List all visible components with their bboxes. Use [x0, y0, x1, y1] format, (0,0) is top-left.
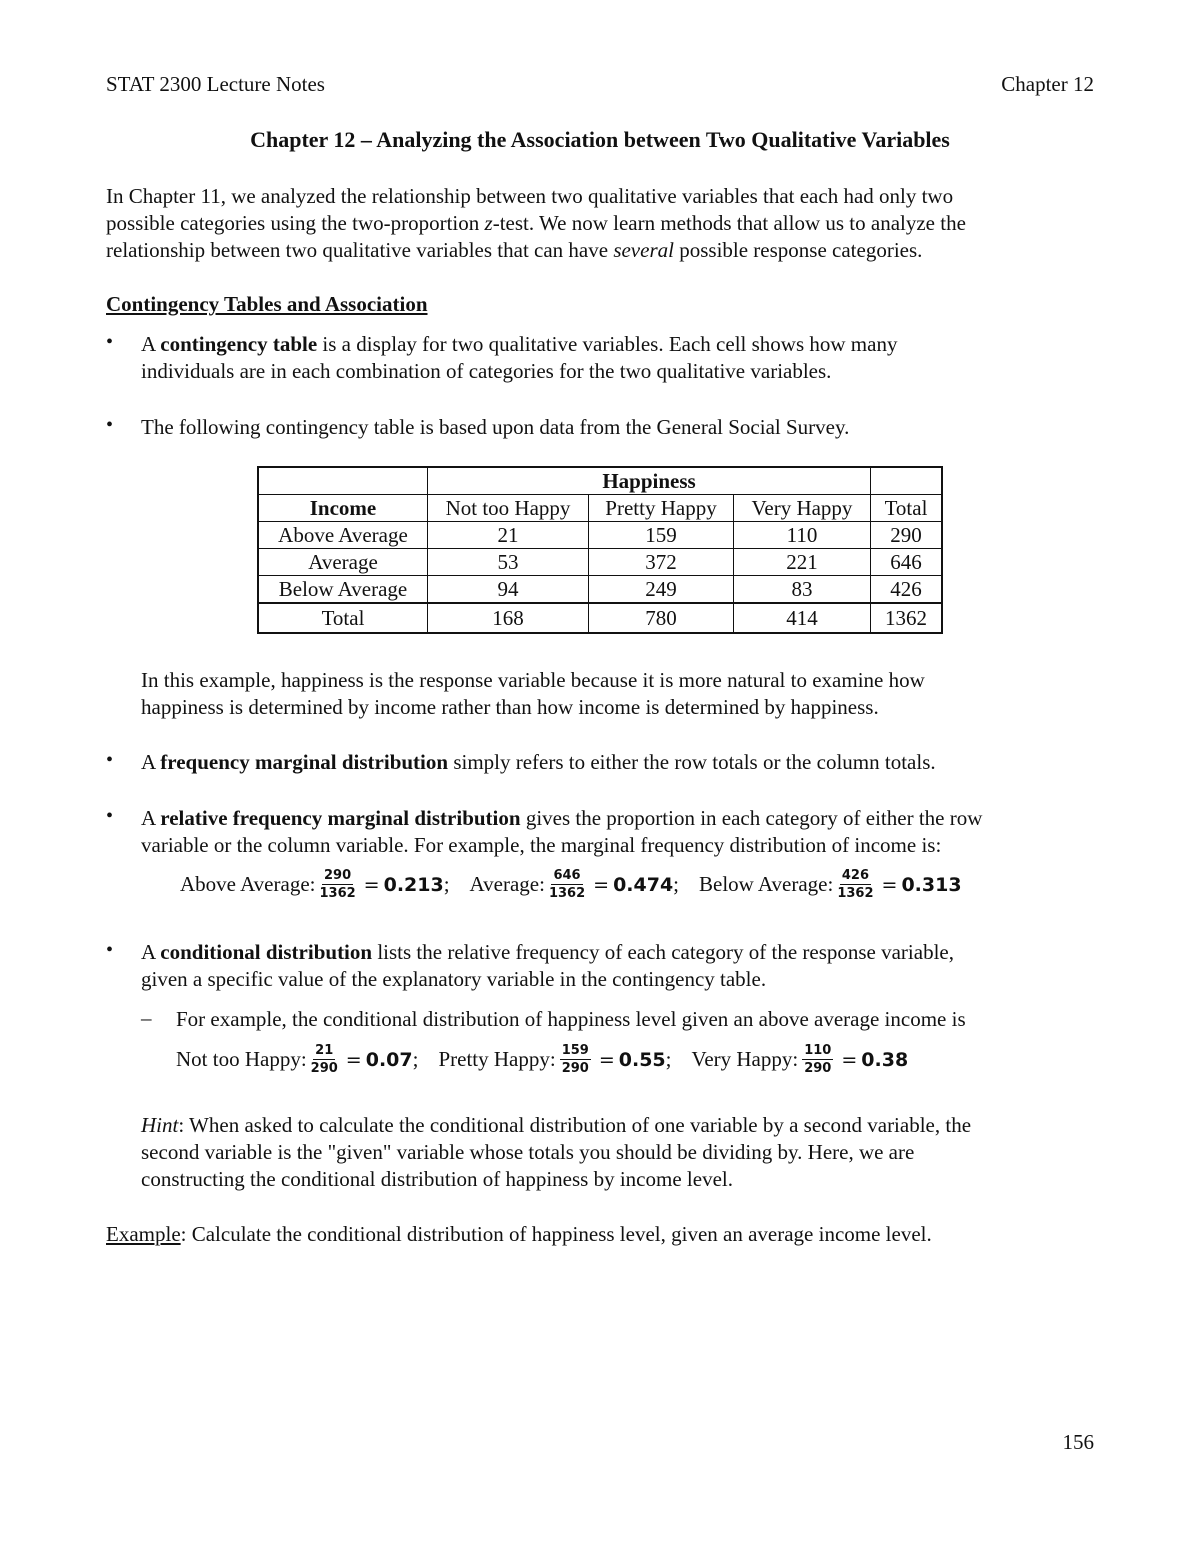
- bullet-icon: •: [106, 805, 114, 827]
- sub-bullet-example: For example, the conditional distribution of happiness level given an above average income is: [176, 1007, 966, 1031]
- contingency-table: [257, 466, 943, 634]
- note-line: In this example, happiness is the response variable because it is more natural to examine how: [141, 668, 925, 692]
- equals-sign: =: [598, 1048, 615, 1071]
- table-cell: 1362: [871, 603, 943, 633]
- dash-icon: –: [141, 1006, 152, 1030]
- table-cell: 249: [589, 576, 734, 604]
- page-number: 156: [1062, 1430, 1094, 1454]
- numerator: 110: [804, 1043, 832, 1058]
- equals-sign: =: [841, 1048, 858, 1071]
- table-cell: 290: [871, 522, 943, 549]
- table-cell: 94: [428, 576, 589, 604]
- denominator: 1362: [319, 886, 356, 901]
- column-header: Pretty Happy: [589, 495, 734, 522]
- bullet-icon: •: [106, 749, 114, 771]
- header-course: STAT 2300 Lecture Notes: [106, 72, 325, 96]
- note-line: happiness is determined by income rather than how income is determined by happiness.: [141, 695, 879, 719]
- marginal-distribution-equation: [180, 868, 962, 901]
- fraction: [319, 868, 355, 901]
- bullet-line: [141, 939, 1096, 966]
- result: 0.474: [613, 873, 674, 896]
- intro-text: relationship between two qualitative variables that can have: [106, 238, 614, 262]
- numerator: 21: [315, 1043, 334, 1058]
- row-label: Above Average: [258, 522, 428, 549]
- intro-text: possible categories using the two-proportion: [106, 211, 485, 235]
- result: 0.213: [383, 873, 444, 896]
- table-cell: 414: [734, 603, 871, 633]
- intro-line-3: [106, 237, 1096, 264]
- intro-line-1: In Chapter 11, we analyzed the relationship between two qualitative variables that each had only two: [106, 184, 954, 208]
- row-label: Average: [258, 549, 428, 576]
- separator: ;: [673, 872, 680, 896]
- table-cell: 110: [734, 522, 871, 549]
- denominator: 290: [804, 1061, 832, 1076]
- table-cell: 83: [734, 576, 871, 604]
- text: A: [141, 940, 161, 964]
- column-header: Total: [871, 495, 943, 522]
- bullet-line: individuals are in each combination of categories for the two qualitative variables.: [141, 359, 832, 383]
- eq-label: Average:: [469, 872, 545, 896]
- separator: ;: [412, 1047, 419, 1071]
- example-prompt: [106, 1221, 1096, 1248]
- eq-label: Very Happy:: [691, 1047, 799, 1071]
- equals-sign: =: [593, 873, 610, 896]
- denominator: 1362: [548, 886, 586, 901]
- term-bold: relative frequency marginal distribution: [160, 806, 521, 830]
- z-italic: z: [484, 211, 493, 235]
- text: A: [141, 750, 161, 774]
- equals-sign: =: [363, 873, 380, 896]
- table-total-row: [258, 603, 942, 633]
- bullet-gss: The following contingency table is based upon data from the General Social Survey.: [141, 415, 850, 439]
- bullet-line: variable or the column variable. For example, the marginal frequency distribution of income is:: [141, 833, 942, 857]
- bullet-icon: •: [106, 414, 114, 436]
- table-cell: 780: [589, 603, 734, 633]
- hint-line: second variable is the "given" variable whose totals you should be dividing by. Here, we are: [141, 1140, 915, 1164]
- fraction: [549, 868, 585, 901]
- fraction: [837, 868, 873, 901]
- numerator: 159: [561, 1043, 589, 1058]
- text: : When asked to calculate the conditional distribution of one variable by a second variable, the: [178, 1113, 972, 1137]
- row-label: Below Average: [258, 576, 428, 604]
- term-bold: frequency marginal distribution: [160, 750, 449, 774]
- table-cell: 646: [871, 549, 943, 576]
- text: gives the proportion in each category of either the row: [520, 806, 983, 830]
- numerator: 426: [841, 868, 869, 883]
- table-cell: 159: [589, 522, 734, 549]
- bullet-conditional-distribution: [141, 939, 1096, 993]
- column-header: Not too Happy: [428, 495, 589, 522]
- result: 0.38: [861, 1048, 909, 1071]
- result: 0.07: [365, 1048, 413, 1071]
- term-bold: contingency table: [160, 332, 318, 356]
- intro-paragraph: [106, 183, 1096, 264]
- hint-line: constructing the conditional distribution of happiness by income level.: [141, 1167, 733, 1191]
- separator: ;: [665, 1047, 672, 1071]
- bullet-line: given a specific value of the explanatory variable in the contingency table.: [141, 967, 767, 991]
- bullet-icon: •: [106, 331, 114, 353]
- denominator: 1362: [837, 886, 874, 901]
- intro-text: -test. We now learn methods that allow us to analyze the: [492, 211, 966, 235]
- text: is a display for two qualitative variables. Each cell shows how many: [317, 332, 898, 356]
- text: A: [141, 806, 161, 830]
- income-header: Income: [258, 495, 428, 522]
- fraction: [802, 1043, 833, 1076]
- fraction: [311, 1043, 338, 1076]
- happiness-header: Happiness: [428, 467, 871, 495]
- example-label: Example: [106, 1222, 181, 1246]
- eq-label: Pretty Happy:: [438, 1047, 556, 1071]
- equals-sign: =: [345, 1048, 362, 1071]
- bullet-icon: •: [106, 939, 114, 961]
- text: lists the relative frequency of each category of the response variable,: [372, 940, 954, 964]
- separator: ;: [443, 872, 450, 896]
- table-cell: 372: [589, 549, 734, 576]
- result: 0.313: [901, 873, 962, 896]
- table-group-row: [258, 467, 942, 495]
- denominator: 290: [561, 1061, 589, 1076]
- table-row: [258, 549, 942, 576]
- hint-paragraph: [141, 1112, 1096, 1193]
- text: simply refers to either the row totals or the column totals.: [448, 750, 936, 774]
- several-italic: several: [613, 238, 674, 262]
- equals-sign: =: [881, 873, 898, 896]
- table-cell: 426: [871, 576, 943, 604]
- table-cell: 168: [428, 603, 589, 633]
- fraction: [560, 1043, 591, 1076]
- table-row: [258, 522, 942, 549]
- result: 0.55: [618, 1048, 666, 1071]
- numerator: 290: [324, 868, 352, 883]
- column-header: Very Happy: [734, 495, 871, 522]
- bullet-relative-frequency: [141, 805, 1096, 859]
- page-title: Chapter 12 – Analyzing the Association between Two Qualitative Variables: [250, 127, 950, 152]
- bullet-line: [141, 805, 1096, 832]
- intro-line-2: [106, 210, 1096, 237]
- table-cell: 21: [428, 522, 589, 549]
- term-bold: conditional distribution: [160, 940, 373, 964]
- section-heading: Contingency Tables and Association: [106, 292, 428, 316]
- table-cell-empty: [871, 467, 943, 495]
- table-cell-empty: [258, 467, 428, 495]
- row-label: Total: [258, 603, 428, 633]
- example-note: [141, 667, 1096, 721]
- conditional-distribution-equation: [176, 1043, 908, 1076]
- hint-label: Hint: [141, 1113, 179, 1137]
- eq-label: Not too Happy:: [176, 1047, 307, 1071]
- numerator: 646: [553, 868, 581, 883]
- table-cell: 221: [734, 549, 871, 576]
- eq-label: Below Average:: [699, 872, 834, 896]
- intro-text: possible response categories.: [673, 238, 923, 262]
- text: : Calculate the conditional distribution of happiness level, given an average income level.: [180, 1222, 932, 1246]
- bullet-contingency-table: [141, 331, 1096, 385]
- text: A: [141, 332, 161, 356]
- denominator: 290: [310, 1061, 338, 1076]
- bullet-line: [141, 331, 1096, 358]
- header-chapter: Chapter 12: [1001, 72, 1094, 96]
- table-row: [258, 576, 942, 604]
- hint-line: [141, 1112, 1096, 1139]
- table-header-row: [258, 495, 942, 522]
- eq-label: Above Average:: [180, 872, 316, 896]
- bullet-frequency-marginal: [141, 749, 1096, 776]
- table-cell: 53: [428, 549, 589, 576]
